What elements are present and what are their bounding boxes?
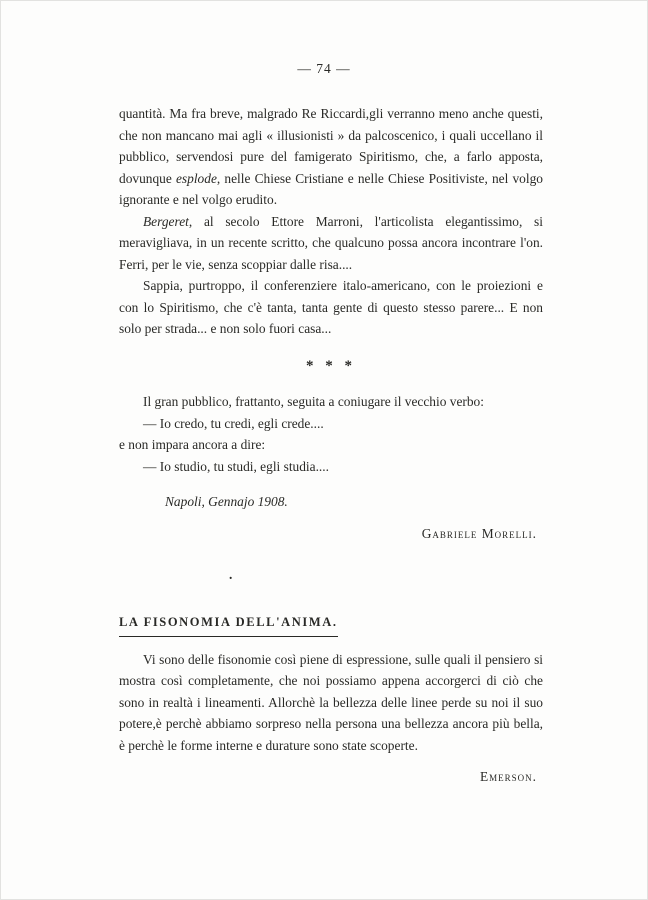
page-number: — 74 — bbox=[297, 61, 351, 76]
paragraph-bergeret bbox=[119, 211, 543, 276]
paragraph-continuation bbox=[119, 103, 543, 211]
author-signature-morelli: Gabriele Morelli. bbox=[421, 525, 537, 541]
verse-line-impara: e non impara ancora a dire: bbox=[119, 437, 266, 452]
italic-text: Bergeret bbox=[143, 213, 189, 229]
verse-line-credo: — Io credo, tu credi, egli crede.... bbox=[143, 415, 324, 431]
paragraph-sappia: Sappia, purtroppo, il conferenziere italo-americano, con le proiezioni e con lo Spiritismo, che c'è tanta, tanta gente di questo stesso parere... E non solo per strada... e non solo fuori casa... bbox=[119, 278, 543, 336]
text-segment: , nelle Chiese Cristiane e nelle Chiese Positiviste, nel volgo ignorante e nel volgo erudito. bbox=[119, 170, 543, 207]
section-heading-text: LA FISONOMIA DELL'ANIMA. bbox=[119, 612, 338, 637]
italic-text: esplode bbox=[175, 170, 217, 186]
dateline: Napoli, Gennajo 1908. bbox=[165, 494, 288, 509]
author-signature-emerson: Emerson. bbox=[479, 769, 537, 784]
verse-line-studio: — Io studio, tu studi, egli studia.... bbox=[143, 458, 329, 474]
text-segment: quantità. Ma fra breve, malgrado Re Riccardi,gli verranno meno anche questi, che non mancano mai agli « illusionisti » da palcoscenico, i quali uccellano il pubblico, servendosi pure del famigerato Spiritismo, che, a farlo apposta, dovunque bbox=[119, 106, 543, 186]
section-heading bbox=[119, 612, 543, 637]
text-segment: , al secolo Ettore Marroni, l'articolista elegantissimo, si meravigliava, in un recente scritto, che qualcuno possa ancora incontrare l'on. Ferri, per le vie, senza scoppiar dalle risa.... bbox=[119, 213, 543, 272]
asterisk-separator: * * * bbox=[306, 357, 356, 374]
stray-ink-mark: . bbox=[229, 567, 233, 582]
text-column bbox=[119, 103, 543, 788]
paragraph-emerson-quote: Vi sono delle fisonomie così piene di espressione, sulle quali il pensiero si mostra così completamente, che noi possiamo appena accorgerci di ciò che sono in realtà i lineamenti. Allorchè la bellezza delle linee perde su noi il suo potere,è perchè abbiamo sorpreso nella persona una bellezza ancora più bella, è perchè le forme interne e durature sono state scoperte. bbox=[119, 651, 543, 753]
paragraph-verbo: Il gran pubblico, frattanto, seguita a coniugare il vecchio verbo: bbox=[143, 394, 484, 409]
